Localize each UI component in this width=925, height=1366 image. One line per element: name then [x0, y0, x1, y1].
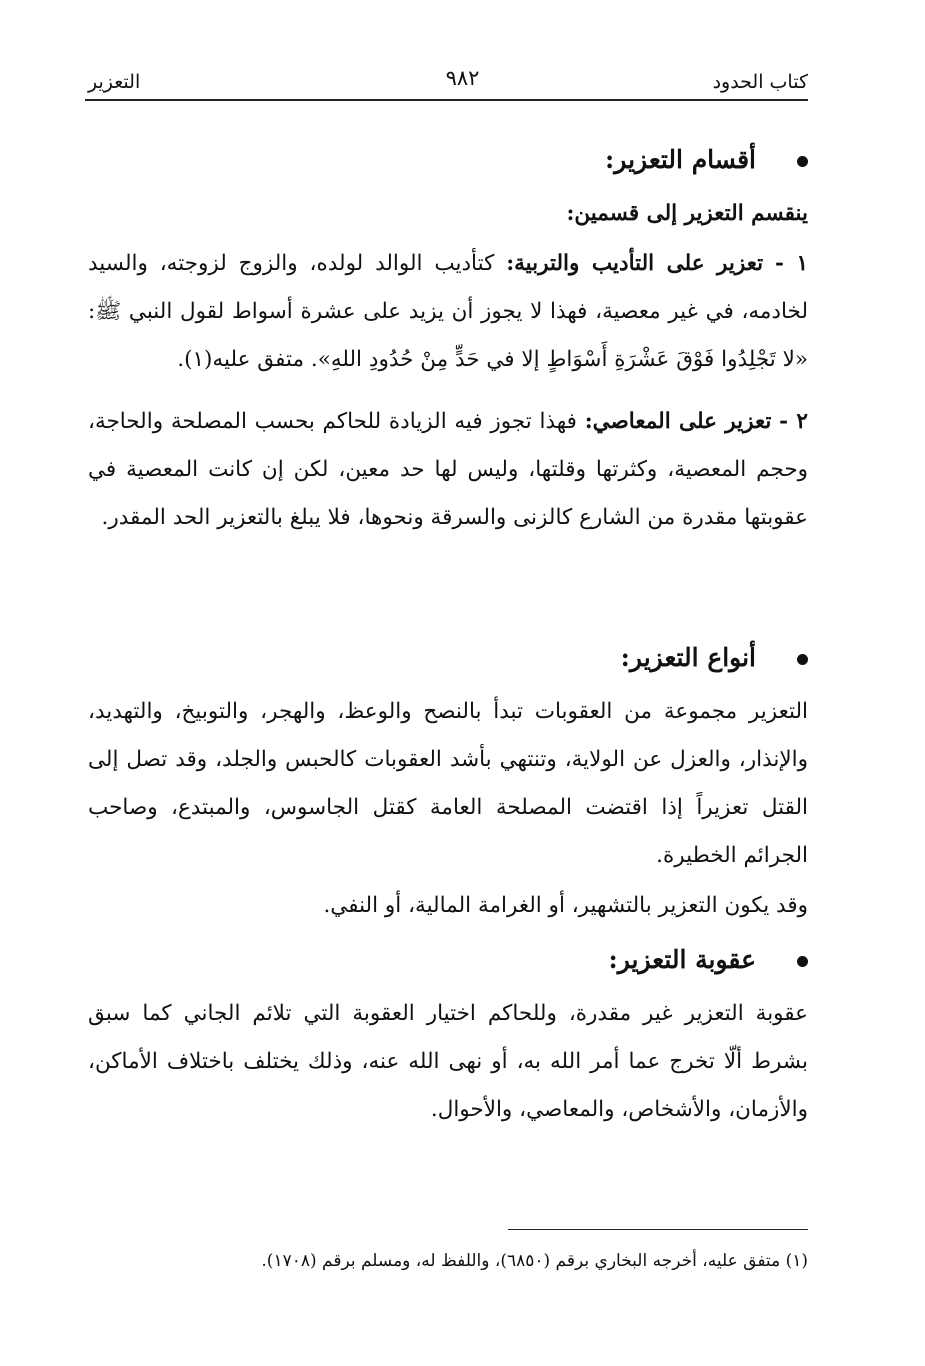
item-lead: تعزير على التأديب والتربية: [506, 251, 764, 276]
item-number: ٢ - [779, 409, 808, 434]
numbered-item-2 [88, 398, 808, 542]
item-text: فهذا تجوز فيه الزيادة للحاكم بحسب المصلحة والحاجة، وحجم المعصية، وكثرتها وقلتها، وليس لها حد معين، لكن إن كانت المعصية في عقوبتها مقدرة من الشارع كالزنى والسرقة ونحوها، فلا يبلغ بالتعزير الحد المقدر. [88, 409, 808, 530]
section-anwa [88, 638, 808, 930]
running-header-chapter: التعزير [88, 71, 141, 93]
section-title [88, 940, 808, 980]
section-intro: ينقسم التعزير إلى قسمين: [566, 201, 808, 226]
page-number: ٩٨٢ [445, 66, 480, 90]
running-header-book: كتاب الحدود [712, 71, 808, 93]
header-rule [85, 99, 808, 101]
section-title [88, 638, 808, 678]
numbered-item-1 [88, 240, 808, 384]
section-aqsam [88, 140, 808, 542]
section-title [88, 140, 808, 180]
item-text: كتأديب الوالد لولده، والزوج لزوجته، والسيد لخادمه، في غير معصية، فهذا لا يجوز أن يزيد على عشرة أسواط لقول النبي ﷺ: «لا تَجْلِدُوا فَوْقَ عَشْرَةِ أَسْوَاطٍ إلا في حَدٍّ مِنْ حُدُودِ اللهِ». متفق عليه(١). [88, 251, 808, 372]
paragraph: التعزير مجموعة من العقوبات تبدأ بالنصح والوعظ، والهجر، والتوبيخ، والتهديد، والإنذار، والعزل عن الولاية، وتنتهي بأشد العقوبات كالحبس والجلد، وقد تصل إلى القتل تعزيراً إذا اقتضت المصلحة العامة كقتل الجاسوس، والمبتدع، وصاحب الجرائم الخطيرة. [88, 699, 808, 868]
section-title-text: عقوبة التعزير: [608, 945, 756, 974]
bullet-icon [797, 956, 808, 967]
section-uquba [88, 940, 808, 1134]
bullet-icon [797, 654, 808, 665]
section-title-text: أنواع التعزير: [620, 643, 756, 672]
paragraph: وقد يكون التعزير بالتشهير، أو الغرامة المالية، أو النفي. [323, 893, 808, 918]
paragraph: عقوبة التعزير غير مقدرة، وللحاكم اختيار العقوبة التي تلائم الجاني كما سبق بشرط ألّا تخرج عما أمر الله به، أو نهى الله عنه، وذلك يختلف باختلاف الأماكن، والأزمان، والأشخاص، والمعاصي، والأحوال. [88, 1001, 808, 1122]
footnote: (١) متفق عليه، أخرجه البخاري برقم (٦٨٥٠)، واللفظ له، ومسلم برقم (١٧٠٨). [261, 1251, 808, 1271]
bullet-icon [797, 156, 808, 167]
section-title-text: أقسام التعزير: [605, 145, 756, 174]
item-lead: تعزير على المعاصي: [584, 409, 772, 434]
item-number: ١ - [775, 251, 809, 276]
footnote-rule [508, 1229, 808, 1230]
